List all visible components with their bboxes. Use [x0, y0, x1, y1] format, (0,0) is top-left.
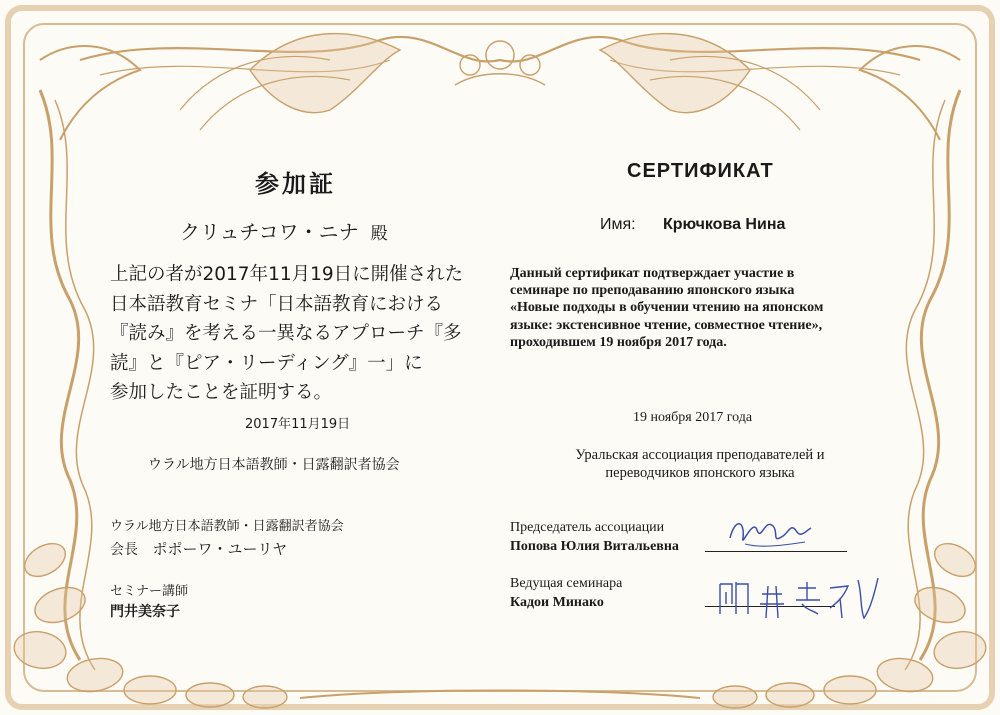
- ru-body-text: [510, 265, 890, 351]
- jp-association: ウラル地方日本語教師・日露翻訳者協会: [148, 457, 400, 473]
- jp-body-line: 読』と『ピア・リーディング』一」に: [110, 352, 423, 374]
- jp-date: 2017年11月19日: [245, 417, 351, 432]
- jp-recipient-line: [180, 216, 388, 245]
- lecturer-signature: [712, 574, 882, 624]
- jp-lecturer-name: 門井美奈子: [110, 604, 180, 620]
- ru-lecturer-role: Ведущая семинара: [510, 576, 623, 591]
- ru-name-value: Крючкова Нина: [663, 216, 786, 233]
- ru-body-line: семинаре по преподаванию японского языка: [510, 283, 795, 299]
- jp-body-line: 上記の者が2017年11月19日に開催された: [110, 264, 464, 285]
- jp-certificate-title: 参加証: [255, 170, 336, 198]
- jp-body-line: 参加したことを証明する。: [110, 382, 333, 403]
- ru-body-line: проходившем 19 ноября 2017 года.: [510, 334, 727, 350]
- jp-lecturer-title: セミナー講師: [110, 584, 189, 599]
- ru-chair-role: Председатель ассоциации: [510, 520, 665, 535]
- jp-chair-title: 会長: [110, 542, 138, 558]
- jp-body-line: 日本語教育セミナ「日本語教育における: [110, 293, 444, 315]
- chair-signature: [725, 508, 815, 558]
- jp-recipient-name: クリュチコワ・ニナ: [180, 220, 359, 244]
- ru-date: 19 ноября 2017 года: [633, 410, 753, 425]
- ru-association-line: Уральская ассоциация преподавателей и: [575, 447, 825, 463]
- jp-chair-line: [110, 538, 287, 559]
- ru-lecturer-name: Кадои Минако: [510, 595, 604, 610]
- jp-body-text: [110, 260, 550, 408]
- ru-association-line: переводчиков японского языка: [605, 465, 795, 481]
- ru-chair-name: Попова Юлия Витальевна: [510, 539, 679, 554]
- ru-body-line: Данный сертификат подтверждает участие в: [510, 266, 795, 281]
- ru-association: [540, 446, 860, 482]
- jp-association-signature-header: ウラル地方日本語教師・日露翻訳者協会: [110, 519, 344, 534]
- ru-body-line: языке: экстенсивное чтение, совместное чтение»,: [510, 317, 823, 333]
- jp-honorific: 殿: [370, 224, 388, 244]
- ru-name-label: Имя:: [600, 216, 636, 233]
- jp-chair-name: ポポーワ・ユーリヤ: [152, 540, 288, 558]
- ru-certificate-title: СЕРТИФИКАТ: [627, 160, 774, 182]
- jp-body-line: 『読み』を考える一異なるアプローチ『多: [110, 323, 462, 344]
- ru-body-line: «Новые подходы в обучении чтению на японском: [510, 300, 824, 316]
